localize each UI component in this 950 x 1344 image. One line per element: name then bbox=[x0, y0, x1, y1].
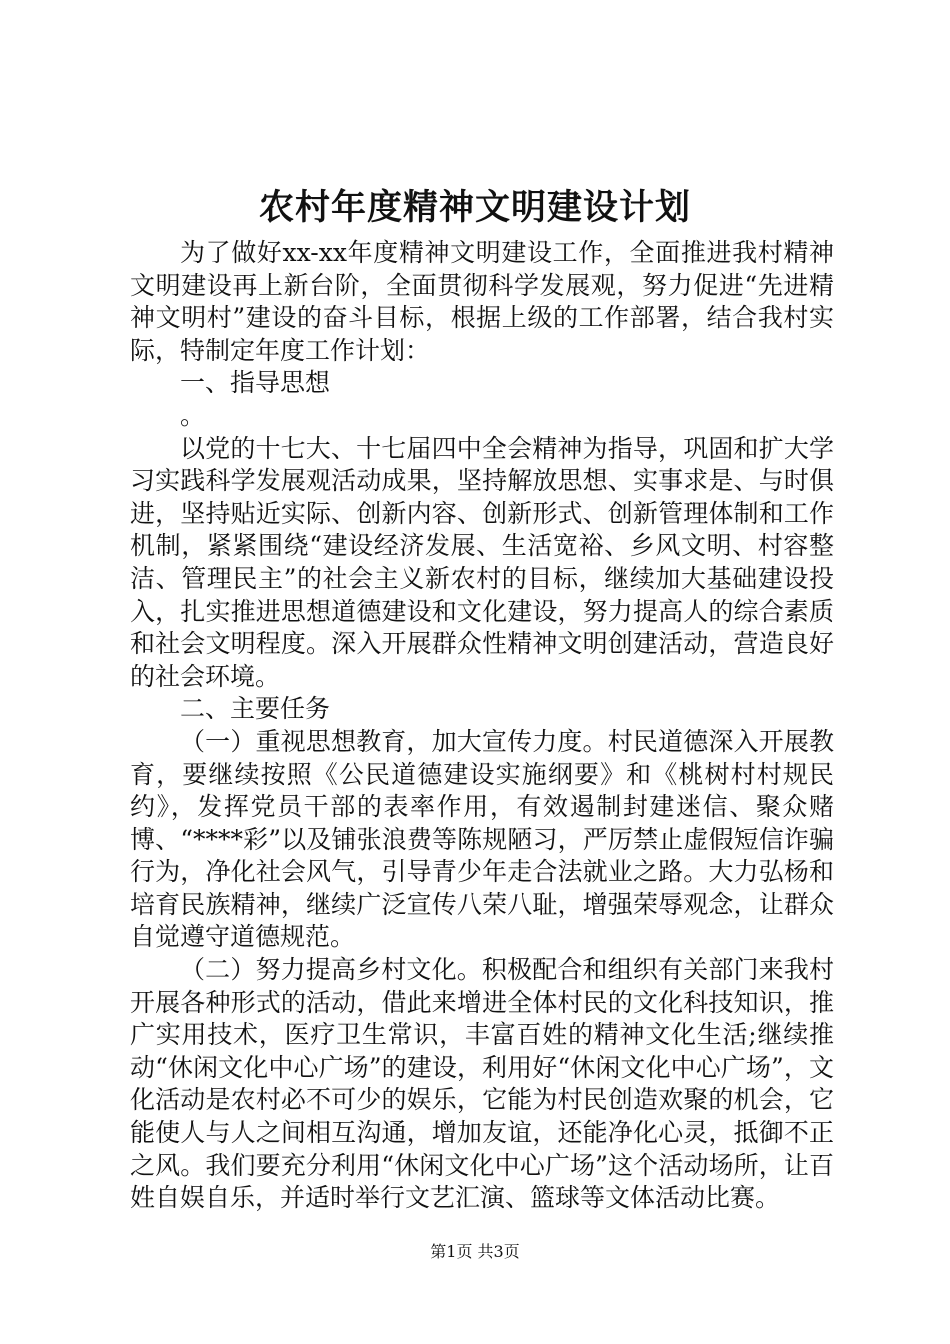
task-one-paragraph: （一）重视思想教育，加大宣传力度。村民道德深入开展教育，要继续按照《公民道德建设实施纲要》和《桃树村村规民约》，发挥党员干部的表率作用，有效遏制封建迷信、聚众赌博、“****彩”以及铺张浪费等陈规陋习，严厉禁止虚假短信诈骗行为，净化社会风气，引导青少年走合法就业之路。大力弘杨和培育民族精神，继续广泛宣传八荣八耻，增强荣辱观念，让群众自觉遵守道德规范。 bbox=[130, 726, 834, 952]
section-heading-main-tasks: 二、主要任务 bbox=[180, 694, 331, 724]
document-body bbox=[130, 237, 834, 1215]
page-footer: 第1页 共3页 bbox=[430, 1242, 520, 1261]
stray-punctuation: 。 bbox=[180, 400, 206, 430]
section-heading-guiding-thought: 一、指导思想 bbox=[180, 368, 331, 398]
task-two-paragraph: （二）努力提高乡村文化。积极配合和组织有关部门来我村开展各种形式的活动，借此来增进全体村民的文化科技知识，推广实用技术，医疗卫生常识，丰富百姓的精神文化生活;继续推动“休闲文化中心广场”的建设，利用好“休闲文化中心广场”，文化活动是农村必不可少的娱乐，它能为村民创造欢聚的机会，它能使人与人之间相互沟通，增加友谊，还能净化心灵，抵御不正之风。我们要充分利用“休闲文化中心广场”这个活动场所，让百姓自娱自乐，并适时举行文艺汇演、篮球等文体活动比赛。 bbox=[130, 955, 834, 1213]
document-title: 农村年度精神文明建设计划 bbox=[258, 187, 691, 228]
intro-paragraph: 为了做好xx-xx年度精神文明建设工作，全面推进我村精神文明建设再上新台阶，全面贯彻科学发展观，努力促进“先进精神文明村”建设的奋斗目标，根据上级的工作部署，结合我村实际，特制定年度工作计划： bbox=[130, 238, 834, 365]
guiding-thought-paragraph: 以党的十七大、十七届四中全会精神为指导，巩固和扩大学习实践科学发展观活动成果，坚持解放思想、实事求是、与时俱进，坚持贴近实际、创新内容、创新形式、创新管理体制和工作机制，紧紧围绕“建设经济发展、生活宽裕、乡风文明、村容整洁、管理民主”的社会主义新农村的目标，继续加大基础建设投入，扎实推进思想道德建设和文化建设，努力提高人的综合素质和社会文明程度。深入开展群众性精神文明创建活动，营造良好的社会环境。 bbox=[130, 433, 834, 691]
